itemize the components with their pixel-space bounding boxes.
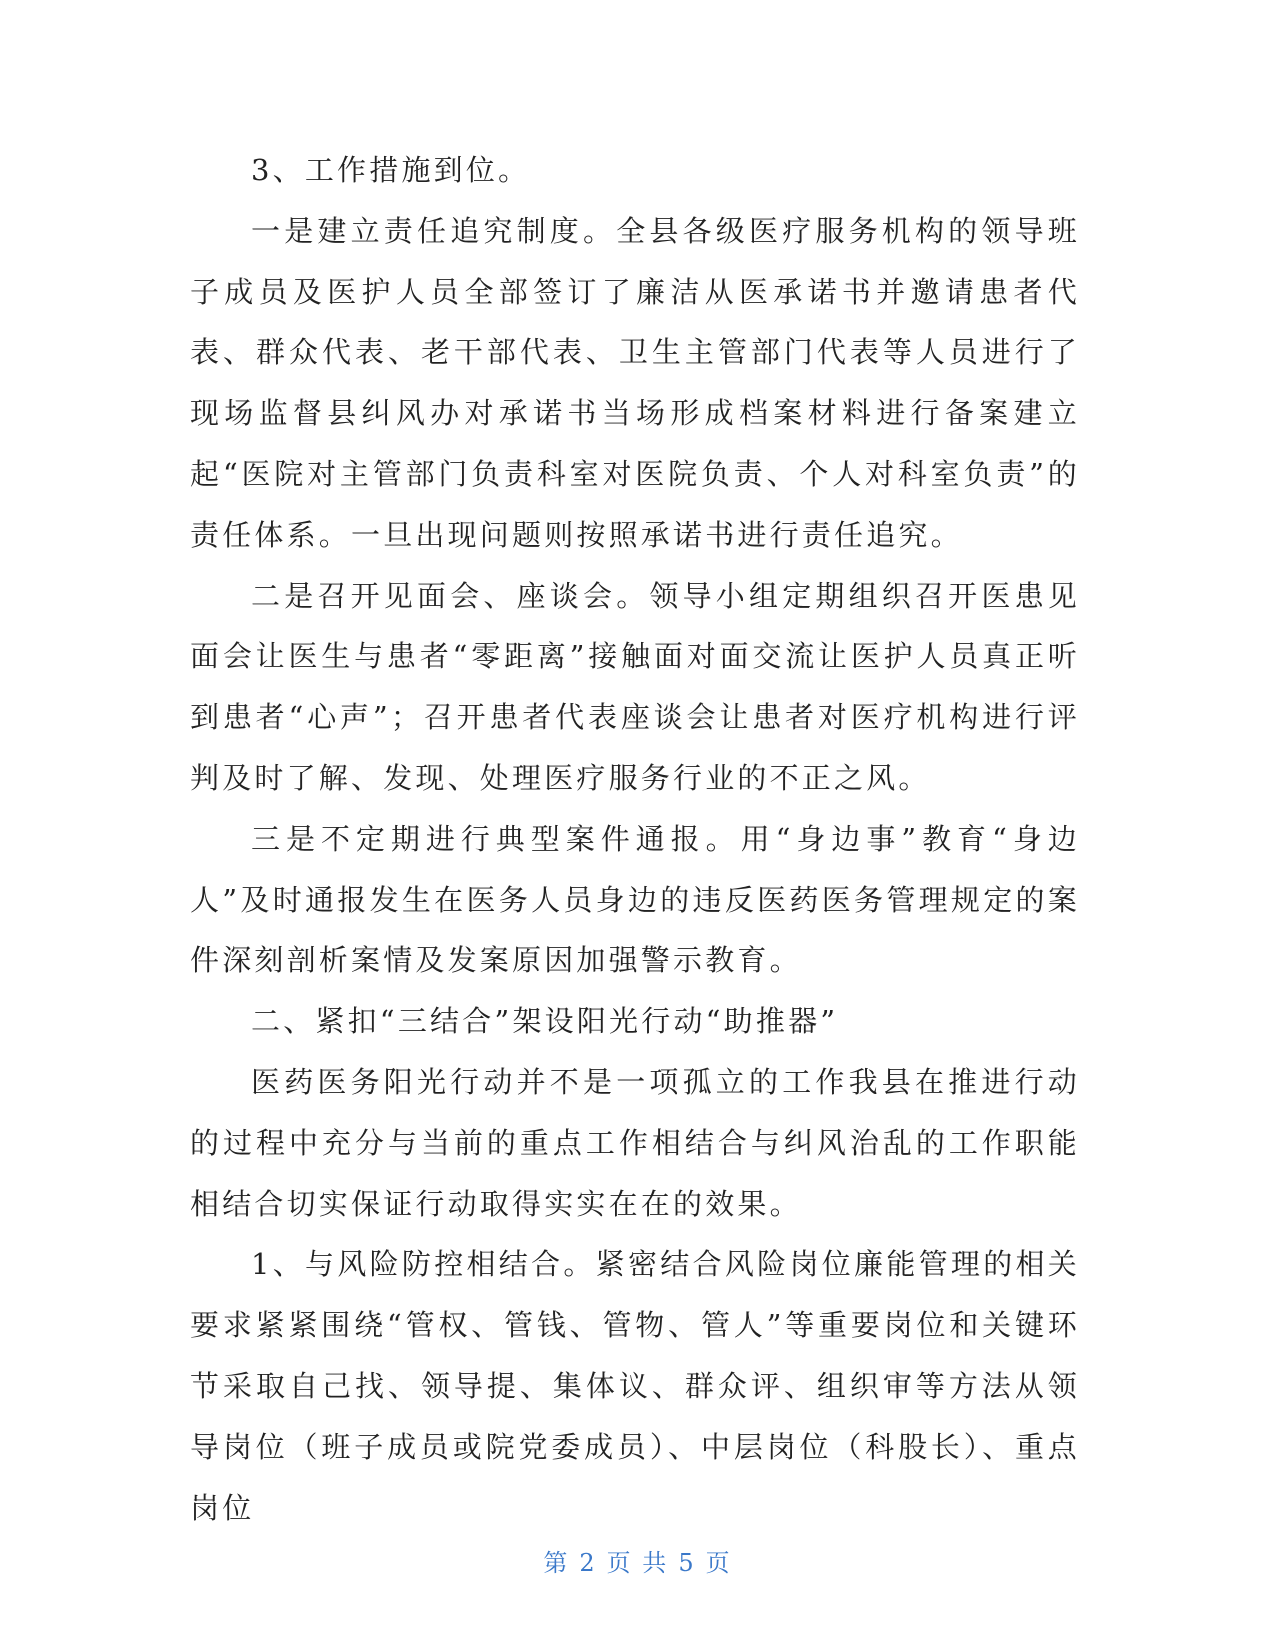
paragraph-risk-control: 1、与风险防控相结合。紧密结合风险岗位廉能管理的相关要求紧紧围绕“管权、管钱、管物、管人”等重要岗位和关键环节采取自己找、领导提、集体议、群众评、组织审等方法从领导岗位（班子成员或院党委成员）、中层岗位（科股长）、重点岗位 bbox=[190, 1247, 1080, 1525]
paragraph-accountability-system: 一是建立责任追究制度。全县各级医疗服务机构的领导班子成员及医护人员全部签订了廉洁从医承诺书并邀请患者代表、群众代表、老干部代表、卫生主管部门代表等人员进行了现场监督县纠风办对承诺书当场形成档案材料进行备案建立起“医院对主管部门负责科室对医院负责、个人对科室负责”的责任体系。一旦出现问题则按照承诺书进行责任追究。 bbox=[190, 213, 1080, 552]
paragraph-sunshine-action-intro: 医药医务阳光行动并不是一项孤立的工作我县在推进行动的过程中充分与当前的重点工作相结合与纠风治乱的工作职能相结合切实保证行动取得实实在在的效果。 bbox=[190, 1064, 1080, 1221]
paragraph-case-notification: 三是不定期进行典型案件通报。用“身边事”教育“身边人”及时通报发生在医务人员身边的违反医药医务管理规定的案件深刻剖析案情及发案原因加强警示教育。 bbox=[190, 821, 1080, 978]
footer-middle: 页 共 bbox=[606, 1549, 669, 1577]
footer-suffix: 页 bbox=[705, 1549, 732, 1577]
footer-total-pages: 5 bbox=[678, 1549, 696, 1577]
paragraph-work-measures-heading: 3、工作措施到位。 bbox=[251, 153, 531, 187]
footer-current-page: 2 bbox=[579, 1549, 597, 1577]
footer-prefix: 第 bbox=[543, 1549, 570, 1577]
paragraph-meetings: 二是召开见面会、座谈会。领导小组定期组织召开医患见面会让医生与患者“零距离”接触面对面交流让医护人员真正听到患者“心声”；召开患者代表座谈会让患者对医疗机构进行评判及时了解、发现、处理医疗服务行业的不正之风。 bbox=[190, 578, 1080, 795]
section-heading-three-combinations: 二、紧扣“三结合”架设阳光行动“助推器” bbox=[251, 1004, 839, 1039]
page-number-footer bbox=[0, 1543, 1275, 1578]
document-body bbox=[190, 140, 1080, 1538]
